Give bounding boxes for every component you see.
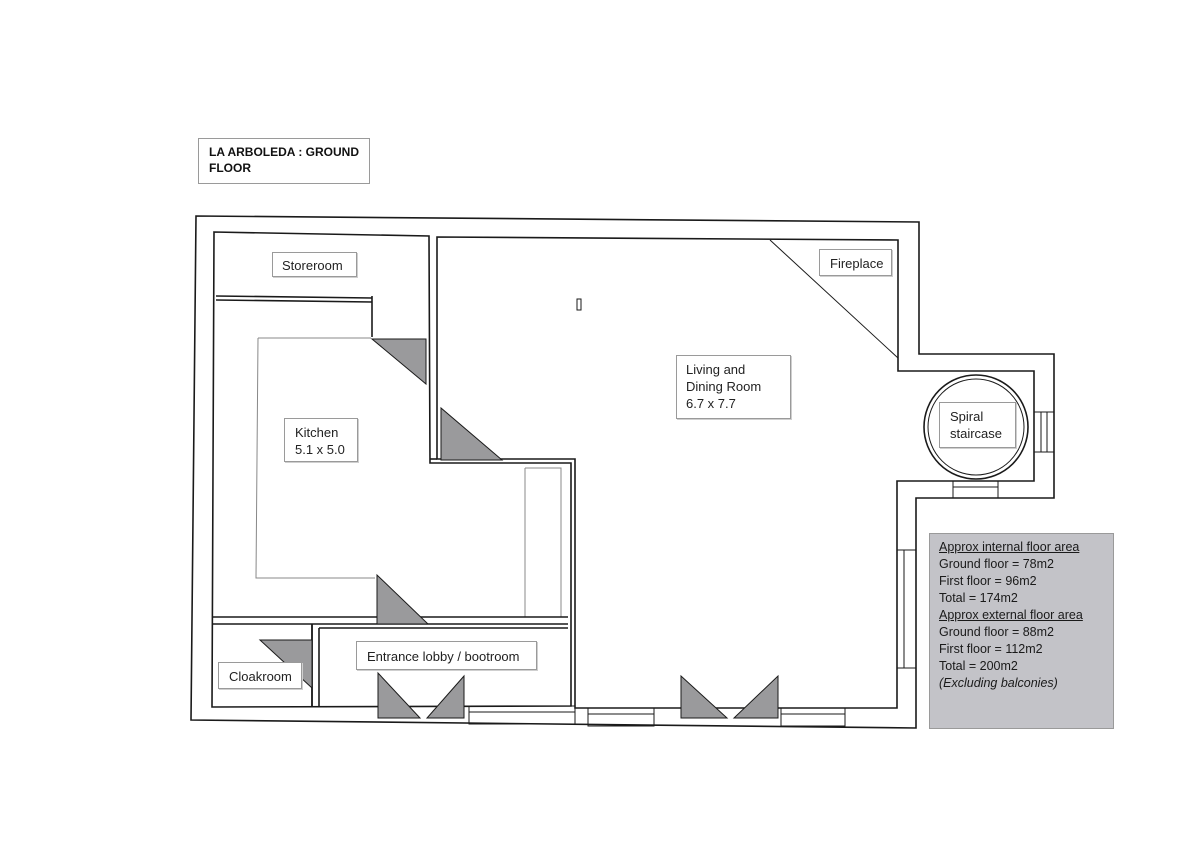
title-text: LA ARBOLEDA : GROUND FLOOR xyxy=(209,145,359,175)
kitchen-counter xyxy=(256,338,561,617)
entrance-lobby-label xyxy=(356,641,537,670)
spiral-line-1: Spiral xyxy=(950,409,984,424)
living-room-size: 6.7 x 7.7 xyxy=(686,396,736,411)
door-entrance-right xyxy=(427,676,464,718)
external-first-floor: First floor = 112m2 xyxy=(939,642,1043,656)
door-entrance-left xyxy=(378,673,420,718)
door-living-bottom-right xyxy=(734,676,778,718)
fireplace-label xyxy=(819,249,892,276)
cloakroom-text: Cloakroom xyxy=(229,669,292,684)
door-kitchen-top xyxy=(372,339,426,384)
kitchen-label xyxy=(284,418,358,462)
balconies-note: (Excluding balconies) xyxy=(939,676,1058,690)
page-title xyxy=(198,138,370,184)
internal-total: Total = 174m2 xyxy=(939,591,1018,605)
external-ground-floor: Ground floor = 88m2 xyxy=(939,625,1054,639)
entrance-text: Entrance lobby / bootroom xyxy=(367,649,520,664)
spiral-line-2: staircase xyxy=(950,426,1003,441)
living-room-name-1: Living and xyxy=(686,362,746,377)
kitchen-size: 5.1 x 5.0 xyxy=(295,442,345,457)
living-room-name-2: Dining Room xyxy=(686,379,762,394)
door-kitchen-bottom xyxy=(377,575,428,624)
external-total: Total = 200m2 xyxy=(939,659,1018,673)
door-living-left xyxy=(441,408,502,460)
outer-wall xyxy=(191,216,1054,728)
external-area-heading: Approx external floor area xyxy=(939,608,1083,622)
internal-ground-floor: Ground floor = 78m2 xyxy=(939,557,1054,571)
internal-first-floor: First floor = 96m2 xyxy=(939,574,1037,588)
living-room-label xyxy=(676,355,791,419)
kitchen-name: Kitchen xyxy=(295,425,339,440)
door-living-bottom-left xyxy=(681,676,727,718)
storeroom-label xyxy=(272,252,357,277)
inner-wall xyxy=(212,232,571,707)
storeroom-text: Storeroom xyxy=(282,258,343,273)
spiral-staircase-label xyxy=(939,402,1016,448)
floor-area-summary xyxy=(929,533,1114,729)
fireplace-text: Fireplace xyxy=(830,256,884,271)
internal-area-heading: Approx internal floor area xyxy=(939,540,1080,554)
cloakroom-label xyxy=(218,662,302,689)
